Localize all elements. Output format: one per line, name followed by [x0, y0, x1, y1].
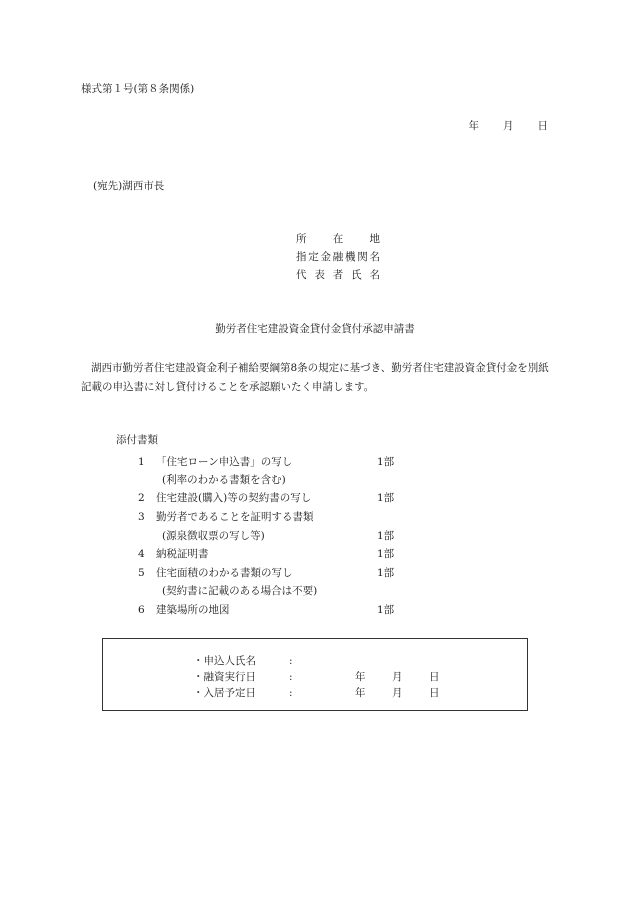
document-title: 勤労者住宅建設資金貸付金貸付承認申請書 — [215, 323, 415, 335]
date-year: 年 — [468, 120, 479, 132]
attachment-copies-3: 1部 — [377, 530, 395, 542]
applicant-institution-label: 指定金融機関名 — [296, 251, 380, 263]
applicant-address-label: 所 在 地 — [296, 233, 380, 245]
attachment-item-3: 3 勤労者であることを証明する書類 — [138, 511, 314, 523]
attachment-copies-6: 1部 — [377, 604, 395, 616]
applicant-name-row: ・申込人氏名 : — [193, 655, 293, 667]
attachment-copies-5: 1部 — [377, 567, 395, 579]
move-in-date-row: ・入居予定日 : 年 月 日 — [193, 687, 440, 699]
attachment-item-1-note: (利率のわかる書類を含む) — [162, 474, 286, 486]
attachment-item-4: 4 納税証明書 — [138, 548, 209, 560]
attachment-item-5-note: (契約書に記載のある場合は不要) — [162, 585, 318, 597]
date-line — [469, 119, 549, 133]
addressee: (宛先)湖西市長 — [93, 180, 165, 192]
attachment-copies-1: 1部 — [377, 456, 395, 468]
applicant-name-label: ・申込人氏名 — [193, 655, 256, 667]
date-month: 月 — [503, 120, 514, 132]
attachment-item-3-note: (源泉徴収票の写し等) — [162, 530, 265, 542]
attachment-item-5: 5 住宅面積のわかる書類の写し — [138, 567, 293, 579]
loan-date-row: ・融資実行日 : 年 月 日 — [193, 671, 440, 683]
form-number: 様式第１号(第８条関係) — [81, 83, 195, 95]
attachment-copies-2: 1部 — [377, 492, 395, 504]
attachment-copies-4: 1部 — [377, 548, 395, 560]
body-text: 湖西市勤労者住宅建設資金利子補給要綱第8条の規定に基づき、勤労者住宅建設資金貸付金を別紙記載の申込書に対し貸付けることを承認願いたく申請します。 — [81, 362, 549, 393]
attachment-item-1: 1 「住宅ローン申込書」の写し — [138, 456, 293, 468]
applicant-info-box — [102, 638, 528, 711]
applicant-representative-label: 代 表 者 氏 名 — [296, 269, 380, 281]
move-in-date-label: ・入居予定日 — [193, 687, 256, 699]
attachments-heading: 添付書類 — [116, 434, 158, 446]
loan-date-label: ・融資実行日 — [193, 671, 256, 683]
attachment-item-6: 6 建築場所の地図 — [138, 604, 230, 616]
attachment-item-2: 2 住宅建設(購入)等の契約書の写し — [138, 492, 312, 504]
date-day: 日 — [537, 120, 548, 132]
